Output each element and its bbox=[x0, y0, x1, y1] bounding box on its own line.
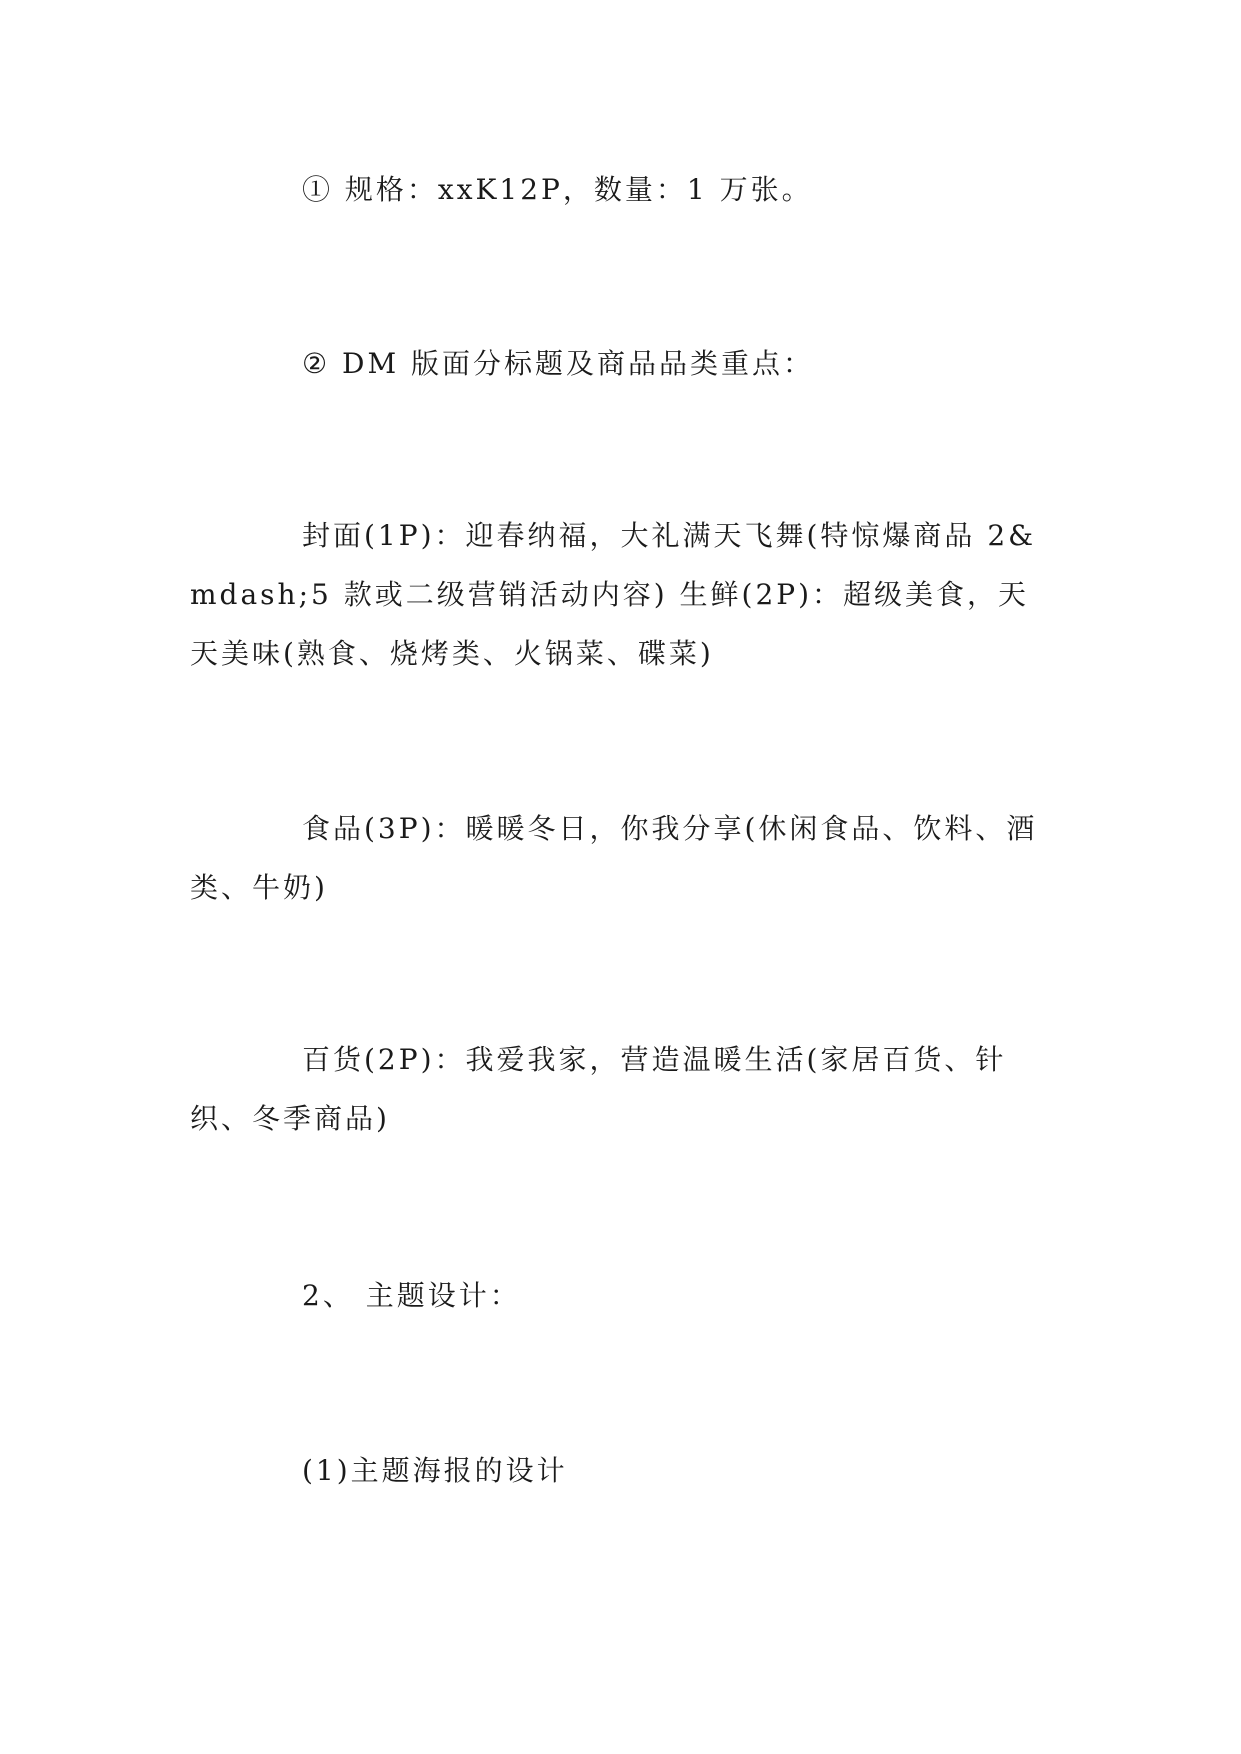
food-section-paragraph: 食品(3P)：暖暖冬日，你我分享(休闲食品、饮料、酒类、牛奶) bbox=[190, 812, 1038, 904]
theme-design-heading: 2、 主题设计： bbox=[302, 1279, 521, 1312]
spec-item-paragraph: ① 规格：xxK12P，数量：1 万张。 bbox=[302, 173, 813, 206]
dm-layout-heading-paragraph: ② DM 版面分标题及商品品类重点： bbox=[302, 347, 815, 380]
cover-fresh-section-paragraph: 封面(1P)：迎春纳福，大礼满天飞舞(特惊爆商品 2&mdash;5 款或二级营销活动内容) 生鲜(2P)：超级美食，天天美味(熟食、烧烤类、火锅菜、碟菜) bbox=[190, 519, 1037, 670]
general-merchandise-paragraph: 百货(2P)：我爱我家，营造温暖生活(家居百货、针织、冬季商品) bbox=[190, 1043, 1007, 1135]
theme-poster-heading: (1)主题海报的设计 bbox=[302, 1454, 568, 1487]
